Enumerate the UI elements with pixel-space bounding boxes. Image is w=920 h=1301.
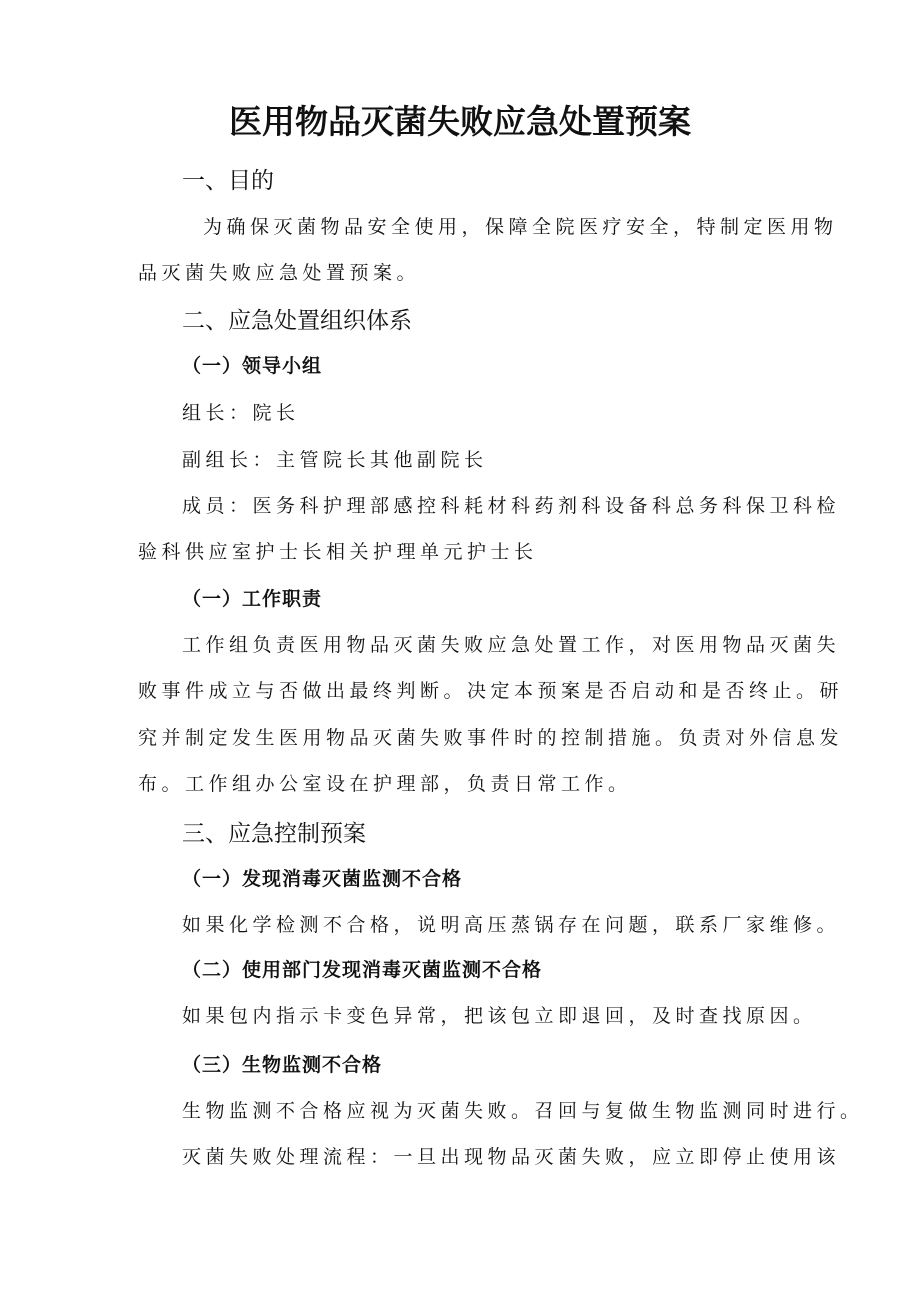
purpose-paragraph-line-1: 为确保灭菌物品安全使用，保障全院医疗安全，特制定医用物 bbox=[203, 216, 838, 238]
subheading-monitoring-failure: （一）发现消毒灭菌监测不合格 bbox=[182, 868, 463, 890]
duty-paragraph-line-2: 败事件成立与否做出最终判断。决定本预案是否启动和是否终止。研 bbox=[138, 680, 844, 702]
document-title: 医用物品灭菌失败应急处置预案 bbox=[229, 102, 691, 141]
deputy-leader-line: 副组长：主管院长其他副院长 bbox=[182, 449, 488, 471]
biological-failure-text: 生物监测不合格应视为灭菌失败。召回与复做生物监测同时进行。 bbox=[182, 1100, 864, 1122]
department-failure-text: 如果包内指示卡变色异常，把该包立即退回，及时查找原因。 bbox=[182, 1005, 817, 1027]
subheading-biological-failure: （三）生物监测不合格 bbox=[182, 1054, 383, 1076]
failure-procedure-text: 灭菌失败处理流程：一旦出现物品灭菌失败，应立即停止使用该 bbox=[182, 1146, 841, 1168]
subheading-duties: （一）工作职责 bbox=[182, 588, 323, 610]
members-line-1: 成员：医务科护理部感控科耗材科药剂科设备科总务科保卫科检 bbox=[182, 495, 841, 517]
subheading-leadership-group: （一）领导小组 bbox=[182, 355, 323, 377]
section-heading-purpose: 一、目的 bbox=[182, 168, 274, 194]
leader-line: 组长：院长 bbox=[182, 402, 300, 424]
purpose-paragraph-line-2: 品灭菌失败应急处置预案。 bbox=[138, 262, 421, 284]
monitoring-failure-text: 如果化学检测不合格，说明高压蒸锅存在问题，联系厂家维修。 bbox=[182, 914, 841, 936]
section-heading-organization: 二、应急处置组织体系 bbox=[182, 308, 412, 334]
duty-paragraph-line-4: 布。工作组办公室设在护理部，负责日常工作。 bbox=[138, 773, 632, 795]
subheading-department-failure: （二）使用部门发现消毒灭菌监测不合格 bbox=[182, 959, 543, 981]
duty-paragraph-line-1: 工作组负责医用物品灭菌失败应急处置工作，对医用物品灭菌失 bbox=[182, 634, 841, 656]
duty-paragraph-line-3: 究并制定发生医用物品灭菌失败事件时的控制措施。负责对外信息发 bbox=[138, 727, 844, 749]
members-line-2: 验科供应室护士长相关护理单元护士长 bbox=[138, 541, 538, 563]
section-heading-control-plan: 三、应急控制预案 bbox=[182, 821, 366, 847]
